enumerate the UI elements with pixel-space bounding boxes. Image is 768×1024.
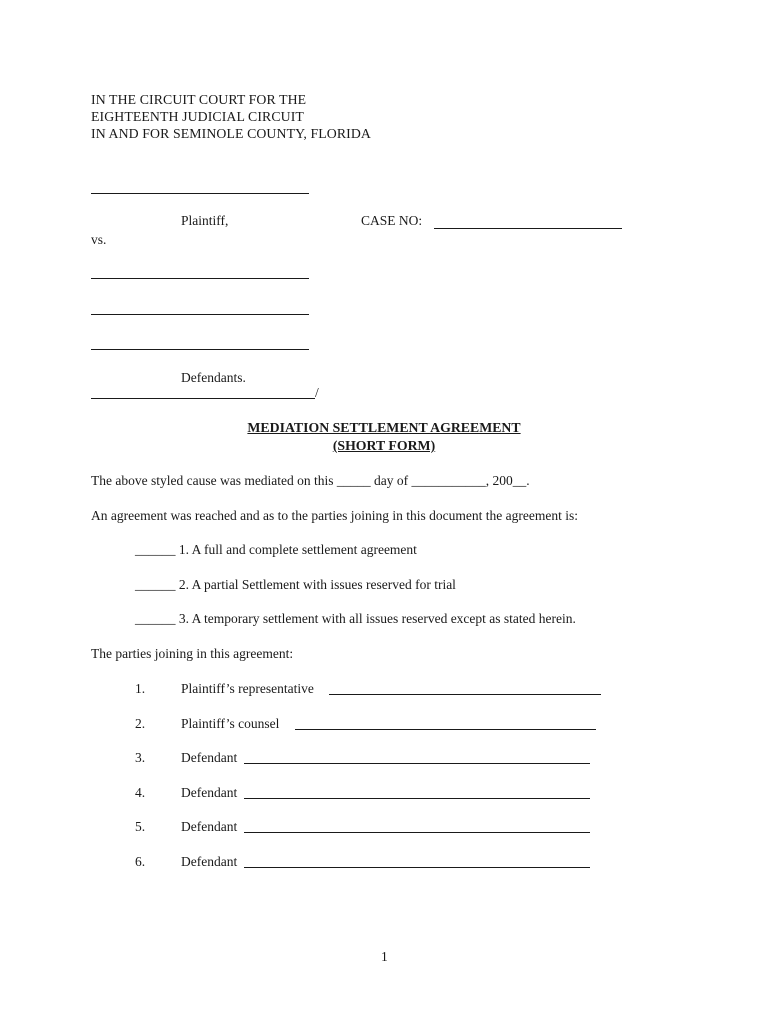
party-signature-blank-3[interactable] [244,763,590,764]
court-header-line-3: IN AND FOR SEMINOLE COUNTY, FLORIDA [91,126,371,141]
party-number: 4. [135,785,146,800]
option-temporary-settlement[interactable]: ______ 3. A temporary settlement with all issues reserved except as stated herein. [135,611,576,626]
defendant-name-blank-3[interactable] [91,349,309,350]
party-number: 5. [135,819,146,834]
party-number: 6. [135,854,146,869]
party-label: Defendant [181,819,238,834]
party-number: 2. [135,716,146,731]
option-partial-settlement[interactable]: ______ 2. A partial Settlement with issues reserved for trial [135,577,456,592]
court-header-line-1: IN THE CIRCUIT COURT FOR THE [91,92,307,107]
case-no-blank[interactable] [434,228,622,229]
party-signature-blank-1[interactable] [329,694,601,695]
case-no-label: CASE NO: [361,213,423,228]
agreement-intro: An agreement was reached and as to the parties joining in this document the agreement is: [91,508,578,523]
party-label: Defendant [181,854,238,869]
parties-intro: The parties joining in this agreement: [91,646,294,661]
page-number: 1 [381,949,388,964]
document-title: MEDIATION SETTLEMENT AGREEMENT [247,420,521,435]
court-header-line-2: EIGHTEENTH JUDICIAL CIRCUIT [91,109,304,124]
party-label: Defendant [181,785,238,800]
defendant-name-blank-2[interactable] [91,314,309,315]
party-signature-blank-2[interactable] [295,729,596,730]
party-label: Plaintiff’s counsel [181,716,280,731]
defendants-label: Defendants. [181,370,246,385]
plaintiff-name-blank[interactable] [91,193,309,194]
option-full-settlement[interactable]: ______ 1. A full and complete settlement agreement [135,542,417,557]
party-label: Defendant [181,750,238,765]
plaintiff-label: Plaintiff, [181,213,229,228]
party-number: 1. [135,681,146,696]
caption-closing-blank[interactable] [91,398,315,399]
mediated-sentence: The above styled cause was mediated on this _____ day of ___________, 200__. [91,473,530,488]
party-signature-blank-5[interactable] [244,832,590,833]
party-signature-blank-4[interactable] [244,798,590,799]
defendant-name-blank-1[interactable] [91,278,309,279]
caption-slash: / [315,385,319,400]
party-signature-blank-6[interactable] [244,867,590,868]
party-number: 3. [135,750,146,765]
vs-label: vs. [91,232,107,247]
document-subtitle: (SHORT FORM) [332,438,436,453]
party-label: Plaintiff’s representative [181,681,314,696]
